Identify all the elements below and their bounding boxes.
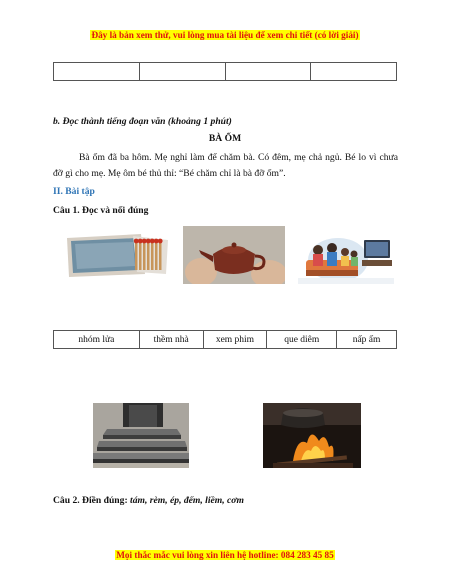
word-cell-nap-am: nấp ấm bbox=[337, 331, 397, 349]
exercises-heading: II. Bài tập bbox=[53, 186, 95, 197]
fire-stove-image bbox=[263, 403, 361, 468]
section-b-heading: b. Đọc thành tiếng đoạn văn (khoảng 1 phút) bbox=[53, 116, 232, 127]
hotline-notice: Mọi thắc mắc vui lòng xin liên hệ hotline: 084 283 45 85 bbox=[116, 550, 334, 560]
porch-steps-image bbox=[93, 403, 189, 468]
question-2 bbox=[53, 493, 244, 509]
matchbox-image bbox=[63, 230, 170, 280]
answer-cell bbox=[225, 63, 311, 81]
story-title: BÀ ỐM bbox=[208, 133, 242, 144]
word-cell-que-diem: que diêm bbox=[267, 331, 337, 349]
question-2-label: Câu 2. Điền đúng: bbox=[53, 495, 128, 506]
teapot-image bbox=[183, 226, 285, 284]
preview-notice: Đây là bản xem thử, vui lòng mua tài liệu để xem chi tiết (có lời giải) bbox=[91, 30, 359, 40]
answer-cell bbox=[311, 63, 397, 81]
answer-cell bbox=[54, 63, 140, 81]
word-cell-xem-phim: xem phim bbox=[203, 331, 267, 349]
word-cell-nhom-lua: nhóm lửa bbox=[54, 331, 140, 349]
word-table bbox=[53, 330, 397, 349]
question-1-label: Câu 1. Đọc và nối đúng bbox=[53, 205, 149, 216]
answer-cell bbox=[139, 63, 225, 81]
word-cell-them-nha: thềm nhà bbox=[139, 331, 203, 349]
answer-table bbox=[53, 62, 397, 81]
story-paragraph: Bà ốm đã ba hôm. Mẹ nghỉ làm để chăm bà. Có đêm, mẹ chả ngủ. Bé lo vì chưa đỡ gì cho mẹ. Mẹ ôm bé thủ thỉ: “Bé chăm chỉ là bà đỡ ốm”. bbox=[53, 152, 398, 179]
family-tv-image bbox=[298, 226, 394, 284]
question-2-words: tám, rèm, ép, đếm, liềm, cơm bbox=[130, 495, 244, 506]
